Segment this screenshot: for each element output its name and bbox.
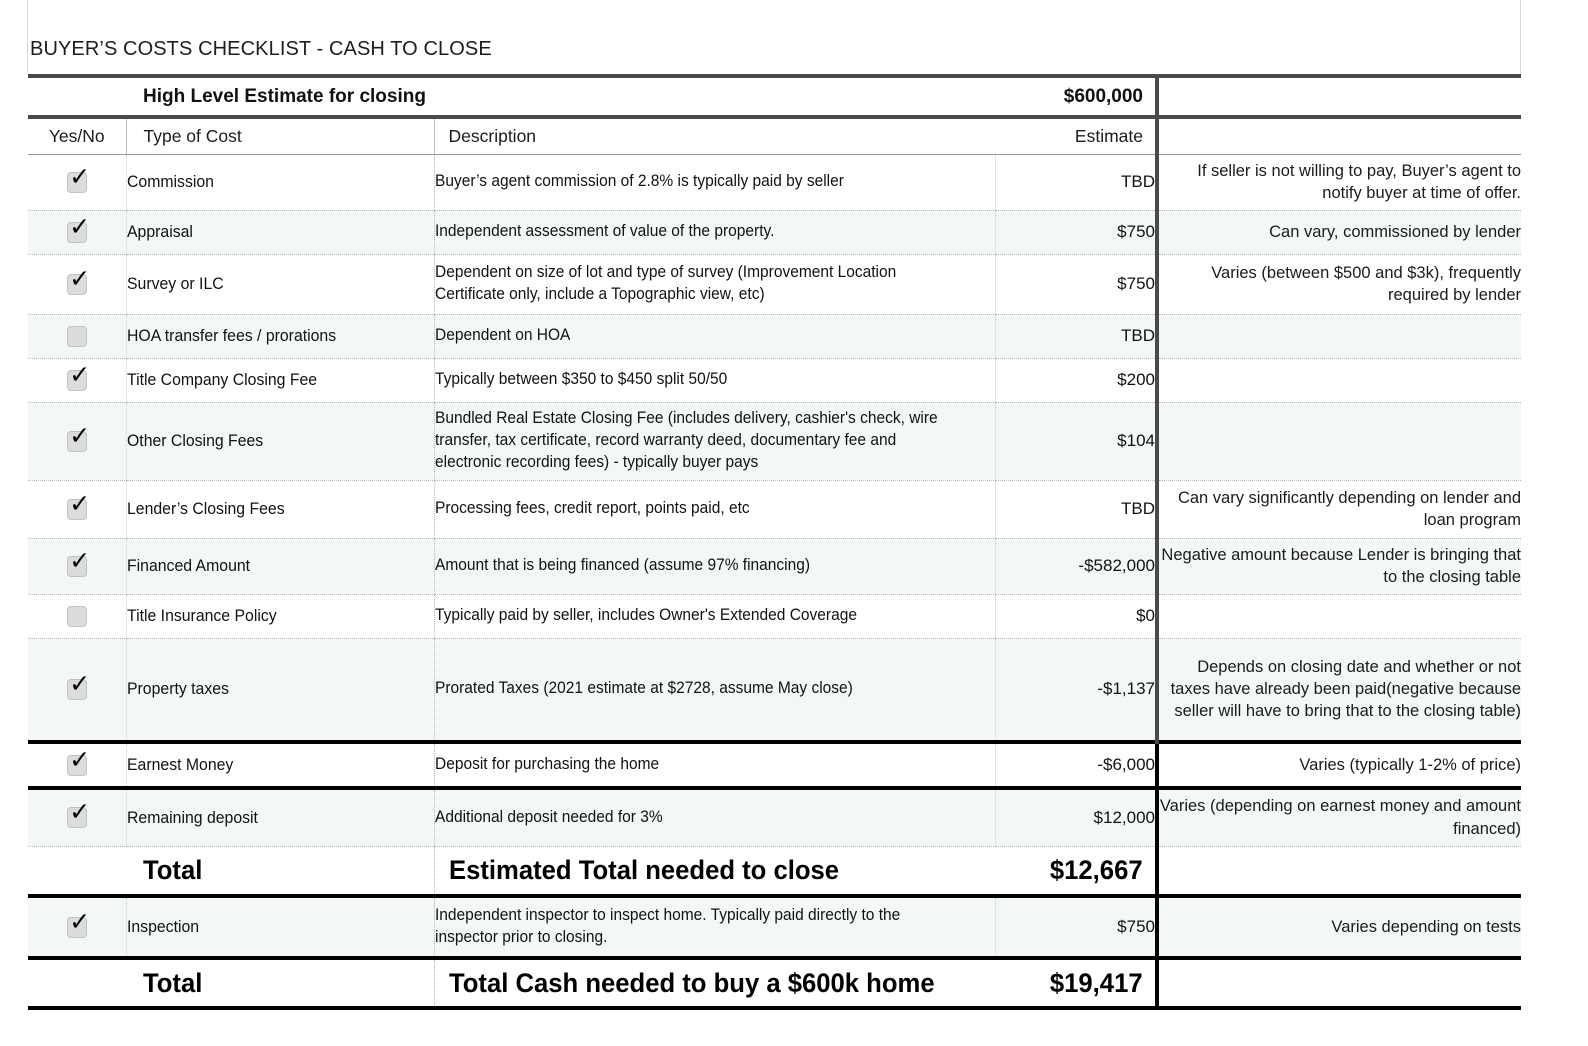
row-description-text: Independent assessment of value of the property. bbox=[434, 222, 774, 241]
row-description-cell bbox=[434, 538, 995, 594]
total-final-spacer-cell bbox=[28, 958, 126, 1008]
check-icon: ✓ bbox=[69, 420, 91, 450]
row-estimate-cell bbox=[995, 896, 1157, 958]
row-checkbox-0[interactable] bbox=[67, 161, 91, 193]
check-icon: ✓ bbox=[69, 668, 91, 698]
check-icon: ✓ bbox=[69, 906, 91, 936]
row-checkbox-10[interactable] bbox=[67, 744, 91, 776]
row-checkbox-cell[interactable] bbox=[28, 742, 126, 788]
table-row bbox=[28, 402, 1521, 480]
high-level-estimate-row bbox=[28, 76, 1521, 117]
row-estimate-value: -$6,000 bbox=[1097, 755, 1155, 774]
header-cell-type bbox=[126, 117, 434, 154]
header-cell-notes bbox=[1157, 117, 1521, 154]
row-checkbox-cell[interactable] bbox=[28, 314, 126, 358]
row-type-cell bbox=[126, 538, 434, 594]
row-note-cell bbox=[1157, 896, 1521, 958]
row-estimate-value: -$1,137 bbox=[1097, 679, 1155, 699]
row-note-text: Varies (between $500 and $3k), frequently required by lender bbox=[1211, 263, 1521, 304]
row-note-cell bbox=[1157, 254, 1521, 314]
header-label-estimate: Estimate bbox=[1074, 125, 1143, 146]
row-estimate-value: $200 bbox=[1117, 370, 1155, 389]
row-estimate-cell bbox=[995, 210, 1157, 254]
row-type-label: Title Insurance Policy bbox=[126, 606, 277, 625]
row-checkbox-cell[interactable] bbox=[28, 594, 126, 638]
row-estimate-cell bbox=[995, 788, 1157, 846]
row-note-cell bbox=[1157, 538, 1521, 594]
row-estimate-cell bbox=[995, 358, 1157, 402]
row-estimate-value: -$582,000 bbox=[1078, 556, 1155, 575]
high-level-note-cell bbox=[1157, 76, 1521, 117]
row-estimate-cell bbox=[995, 538, 1157, 594]
row-estimate-value: $0 bbox=[1136, 606, 1155, 625]
row-note-cell bbox=[1157, 742, 1521, 788]
high-level-value-cell bbox=[434, 76, 995, 117]
row-checkbox-cell[interactable] bbox=[28, 210, 126, 254]
row-description-text: Prorated Taxes (2021 estimate at $2728, assume May close) bbox=[434, 679, 853, 698]
row-type-label: Commission bbox=[126, 172, 214, 191]
row-checkbox-cell[interactable] bbox=[28, 538, 126, 594]
total-final-label: Total bbox=[143, 967, 203, 998]
row-checkbox-cell[interactable] bbox=[28, 154, 126, 210]
header-label-yesno: Yes/No bbox=[48, 125, 105, 146]
row-checkbox-cell[interactable] bbox=[28, 638, 126, 742]
row-type-cell bbox=[126, 210, 434, 254]
header-label-type: Type of Cost bbox=[143, 125, 242, 146]
total-estimate-cell bbox=[995, 846, 1157, 896]
row-estimate-cell bbox=[995, 254, 1157, 314]
row-description-cell bbox=[434, 314, 995, 358]
row-note-cell bbox=[1157, 594, 1521, 638]
total-final-description-cell bbox=[434, 958, 995, 1008]
row-description-text: Deposit for purchasing the home bbox=[434, 755, 659, 774]
row-type-cell bbox=[126, 896, 434, 958]
page-edge-right-rule bbox=[1520, 0, 1521, 74]
header-cell-description bbox=[434, 117, 995, 154]
row-type-label: Title Company Closing Fee bbox=[126, 370, 317, 389]
row-description-text: Typically between $350 to $450 split 50/50 bbox=[434, 370, 727, 389]
row-note-cell bbox=[1157, 210, 1521, 254]
table-row bbox=[28, 788, 1521, 846]
row-type-cell bbox=[126, 358, 434, 402]
row-checkbox-5[interactable] bbox=[67, 420, 91, 452]
row-description-cell bbox=[434, 358, 995, 402]
row-description-cell bbox=[434, 254, 995, 314]
high-level-amount-cell bbox=[995, 76, 1157, 117]
row-description-text: Processing fees, credit report, points paid, etc bbox=[434, 499, 750, 518]
table-row bbox=[28, 742, 1521, 788]
row-type-label: Lender’s Closing Fees bbox=[126, 499, 285, 518]
row-type-label: Survey or ILC bbox=[126, 274, 224, 293]
row-estimate-cell bbox=[995, 638, 1157, 742]
high-level-spacer-cell bbox=[28, 76, 126, 117]
row-type-cell bbox=[126, 594, 434, 638]
row-note-text: Varies (depending on earnest money and amount financed) bbox=[1159, 797, 1521, 838]
check-icon: ✓ bbox=[69, 744, 91, 774]
table-row bbox=[28, 638, 1521, 742]
row-estimate-value: $750 bbox=[1117, 917, 1155, 936]
row-description-cell bbox=[434, 402, 995, 480]
row-estimate-cell bbox=[995, 314, 1157, 358]
row-note-cell bbox=[1157, 314, 1521, 358]
check-icon: ✓ bbox=[69, 263, 91, 293]
row-note-cell bbox=[1157, 358, 1521, 402]
row-estimate-cell bbox=[995, 154, 1157, 210]
total-final-description: Total Cash needed to buy a $600k home bbox=[448, 967, 935, 998]
row-estimate-value: $104 bbox=[1117, 431, 1155, 450]
row-description-text: Typically paid by seller, includes Owner's Extended Coverage bbox=[434, 606, 857, 625]
row-description-cell bbox=[434, 594, 995, 638]
costs-checklist-table bbox=[28, 74, 1521, 1010]
table-row bbox=[28, 254, 1521, 314]
row-estimate-value: TBD bbox=[1121, 172, 1155, 191]
high-level-amount: $600,000 bbox=[1063, 85, 1143, 107]
row-checkbox-3[interactable] bbox=[67, 326, 87, 347]
row-description-text: Independent inspector to inspect home. Typically paid directly to the inspector prior to closing. bbox=[434, 906, 900, 946]
row-note-text: Can vary, commissioned by lender bbox=[1269, 222, 1521, 241]
row-note-cell bbox=[1157, 154, 1521, 210]
row-checkbox-cell[interactable] bbox=[28, 480, 126, 538]
total-description: Estimated Total needed to close bbox=[448, 854, 839, 885]
row-estimate-value: TBD bbox=[1121, 326, 1155, 345]
table-row bbox=[28, 154, 1521, 210]
table-row bbox=[28, 594, 1521, 638]
row-checkbox-11[interactable] bbox=[67, 797, 91, 828]
row-type-label: Financed Amount bbox=[126, 556, 250, 575]
row-estimate-cell bbox=[995, 402, 1157, 480]
row-description-cell bbox=[434, 638, 995, 742]
check-icon: ✓ bbox=[69, 545, 91, 575]
row-note-text: Depends on closing date and whether or not taxes have already been paid(negative because seller will have to bring that to the closing table) bbox=[1170, 657, 1521, 721]
row-type-cell bbox=[126, 638, 434, 742]
row-note-text: If seller is not willing to pay, Buyer’s agent to notify buyer at time of offer. bbox=[1197, 161, 1521, 202]
total-label: Total bbox=[143, 854, 203, 885]
row-description-cell bbox=[434, 210, 995, 254]
total-final-estimate-cell bbox=[995, 958, 1157, 1008]
row-type-cell bbox=[126, 480, 434, 538]
total-final-label-cell bbox=[126, 958, 434, 1008]
total-final-note-cell bbox=[1157, 958, 1521, 1008]
row-checkbox-1[interactable] bbox=[67, 211, 91, 243]
check-icon: ✓ bbox=[69, 488, 91, 518]
row-checkbox-cell[interactable] bbox=[28, 788, 126, 846]
row-note-text: Varies depending on tests bbox=[1331, 917, 1521, 936]
row-estimate-cell bbox=[995, 480, 1157, 538]
row-checkbox-inspection[interactable] bbox=[67, 906, 91, 938]
total-final-estimate-value: $19,417 bbox=[1050, 967, 1143, 998]
row-checkbox-9[interactable] bbox=[67, 668, 91, 700]
check-icon: ✓ bbox=[69, 359, 91, 389]
check-icon: ✓ bbox=[69, 161, 91, 191]
row-estimate-value: $750 bbox=[1117, 274, 1155, 293]
row-description-text: Amount that is being financed (assume 97% financing) bbox=[434, 556, 810, 575]
costs-checklist-table-wrapper bbox=[28, 74, 1521, 1010]
row-type-cell bbox=[126, 254, 434, 314]
row-checkbox-2[interactable] bbox=[67, 263, 91, 295]
table-row bbox=[28, 480, 1521, 538]
row-type-cell bbox=[126, 314, 434, 358]
row-type-label: Property taxes bbox=[126, 679, 229, 699]
high-level-label-cell bbox=[126, 76, 434, 117]
check-icon: ✓ bbox=[69, 211, 91, 241]
table-row bbox=[28, 538, 1521, 594]
row-type-cell bbox=[126, 154, 434, 210]
row-description-text: Dependent on size of lot and type of survey (Improvement Location Certificate only, include a Topographic view, etc) bbox=[434, 263, 896, 303]
row-checkbox-6[interactable] bbox=[67, 488, 91, 520]
row-note-text: Negative amount because Lender is bringing that to the closing table bbox=[1161, 545, 1521, 586]
high-level-label: High Level Estimate for closing bbox=[143, 85, 426, 107]
total-spacer-cell bbox=[28, 846, 126, 896]
total-estimate-value: $12,667 bbox=[1050, 854, 1143, 885]
row-estimate-value: $750 bbox=[1117, 222, 1155, 241]
row-checkbox-cell[interactable] bbox=[28, 254, 126, 314]
row-note-cell bbox=[1157, 402, 1521, 480]
row-note-cell bbox=[1157, 638, 1521, 742]
table-row bbox=[28, 314, 1521, 358]
row-type-label: Inspection bbox=[126, 917, 199, 936]
row-estimate-cell bbox=[995, 594, 1157, 638]
row-estimate-value: TBD bbox=[1121, 499, 1155, 518]
row-type-cell bbox=[126, 742, 434, 788]
row-checkbox-7[interactable] bbox=[67, 545, 91, 577]
total-estimated-row bbox=[28, 846, 1521, 896]
row-note-cell bbox=[1157, 480, 1521, 538]
row-description-text: Bundled Real Estate Closing Fee (includes delivery, cashier's check, wire transfer, tax certificate, record warranty deed, documentary fee and electronic recording fees) - typically buyer pays bbox=[434, 409, 938, 471]
header-label-description: Description bbox=[448, 125, 537, 146]
table-row-inspection bbox=[28, 896, 1521, 958]
row-checkbox-cell[interactable] bbox=[28, 402, 126, 480]
row-description-cell bbox=[434, 896, 995, 958]
row-type-cell bbox=[126, 788, 434, 846]
table-row bbox=[28, 210, 1521, 254]
total-description-cell bbox=[434, 846, 995, 896]
row-type-label: HOA transfer fees / prorations bbox=[126, 326, 336, 345]
row-description-cell bbox=[434, 788, 995, 846]
total-note-cell bbox=[1157, 846, 1521, 896]
table-row bbox=[28, 358, 1521, 402]
row-description-cell bbox=[434, 154, 995, 210]
row-estimate-cell bbox=[995, 742, 1157, 788]
total-label-cell bbox=[126, 846, 434, 896]
row-note-text: Varies (typically 1-2% of price) bbox=[1299, 755, 1521, 774]
row-description-text: Buyer’s agent commission of 2.8% is typically paid by seller bbox=[434, 172, 844, 191]
row-description-text: Dependent on HOA bbox=[434, 326, 570, 345]
table-body bbox=[28, 76, 1521, 1008]
header-cell-yesno bbox=[28, 117, 126, 154]
row-checkbox-cell[interactable] bbox=[28, 358, 126, 402]
row-description-cell bbox=[434, 480, 995, 538]
row-checkbox-4[interactable] bbox=[67, 359, 91, 391]
page-edge-left-rule bbox=[27, 0, 28, 74]
row-checkbox-cell[interactable] bbox=[28, 896, 126, 958]
header-cell-estimate bbox=[995, 117, 1157, 154]
row-type-cell bbox=[126, 402, 434, 480]
row-note-cell bbox=[1157, 788, 1521, 846]
row-note-text: Can vary significantly depending on lender and loan program bbox=[1177, 488, 1521, 529]
row-type-label: Other Closing Fees bbox=[126, 431, 263, 450]
row-type-label: Earnest Money bbox=[126, 755, 233, 774]
row-description-cell bbox=[434, 742, 995, 788]
total-final-row bbox=[28, 958, 1521, 1008]
row-estimate-value: $12,000 bbox=[1093, 807, 1155, 827]
check-icon: ✓ bbox=[69, 797, 91, 827]
row-checkbox-8[interactable] bbox=[67, 606, 87, 627]
page-title: BUYER’S COSTS CHECKLIST - CASH TO CLOSE bbox=[30, 38, 492, 60]
row-type-label: Appraisal bbox=[126, 222, 193, 241]
table-header-row bbox=[28, 117, 1521, 154]
row-type-label: Remaining deposit bbox=[126, 807, 258, 827]
row-description-text: Additional deposit needed for 3% bbox=[434, 807, 663, 826]
